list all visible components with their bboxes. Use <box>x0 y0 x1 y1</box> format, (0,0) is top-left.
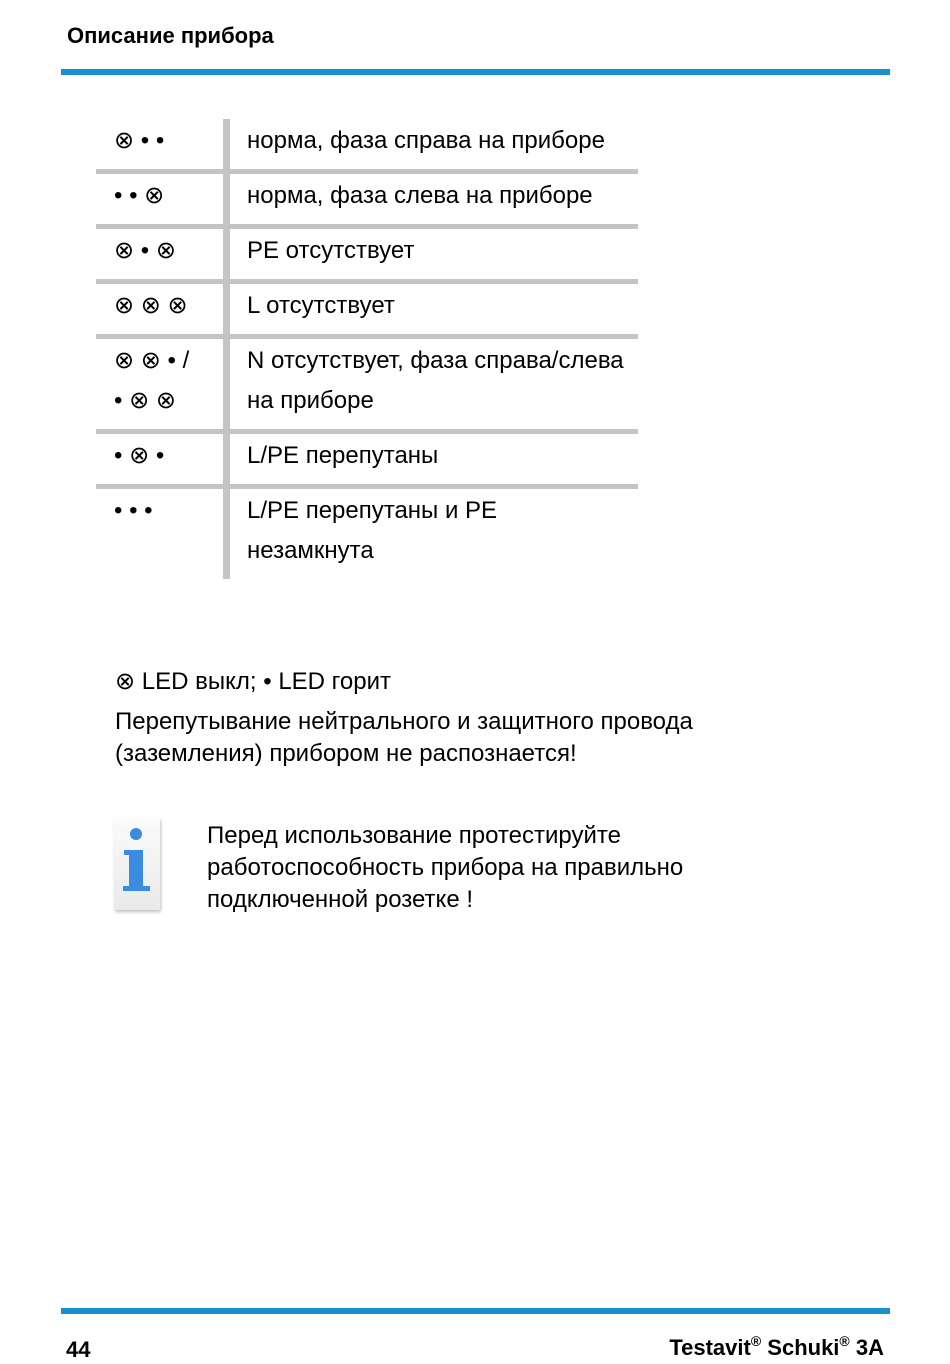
led-status-table <box>96 119 638 579</box>
product-name: Testavit® Schuki® 3A <box>669 1333 884 1360</box>
table-row <box>96 224 638 279</box>
warning-text: Перепутывание нейтрального и защитного провода (заземления) прибором не распознается! <box>115 708 693 767</box>
table-row <box>96 429 638 484</box>
header-rule <box>61 69 890 75</box>
info-icon <box>114 818 160 910</box>
led-pattern: ⊗ ⊗ • / • ⊗ ⊗ <box>96 339 230 429</box>
led-pattern: • • ⊗ <box>96 174 230 224</box>
footer-rule <box>61 1308 890 1314</box>
table-row <box>96 484 638 579</box>
led-meaning: норма, фаза слева на приборе <box>247 182 593 209</box>
led-pattern: ⊗ • • <box>96 119 230 169</box>
led-pattern: • • • <box>96 489 230 579</box>
led-pattern: ⊗ ⊗ ⊗ <box>96 284 230 334</box>
led-meaning: PE отсутствует <box>247 237 415 264</box>
page-header-title: Описание прибора <box>67 23 274 48</box>
led-meaning: L/PE перепутаны и PE незамкнута <box>247 497 498 564</box>
led-meaning: L отсутствует <box>247 292 395 319</box>
table-row <box>96 119 638 169</box>
led-pattern: • ⊗ • <box>96 434 230 484</box>
led-meaning: N отсутствует, фаза справа/слева на приборе <box>247 347 624 414</box>
table-row <box>96 279 638 334</box>
info-note-text: Перед использование протестируйте работоспособность прибора на правильно подключенной розетке ! <box>207 822 684 913</box>
led-meaning: норма, фаза справа на приборе <box>247 127 605 154</box>
page-number: 44 <box>66 1337 91 1362</box>
led-pattern: ⊗ • ⊗ <box>96 229 230 279</box>
led-legend: ⊗ LED выкл; • LED горит <box>115 668 391 695</box>
table-row <box>96 334 638 429</box>
led-meaning: L/PE перепутаны <box>247 442 439 469</box>
table-row <box>96 169 638 224</box>
